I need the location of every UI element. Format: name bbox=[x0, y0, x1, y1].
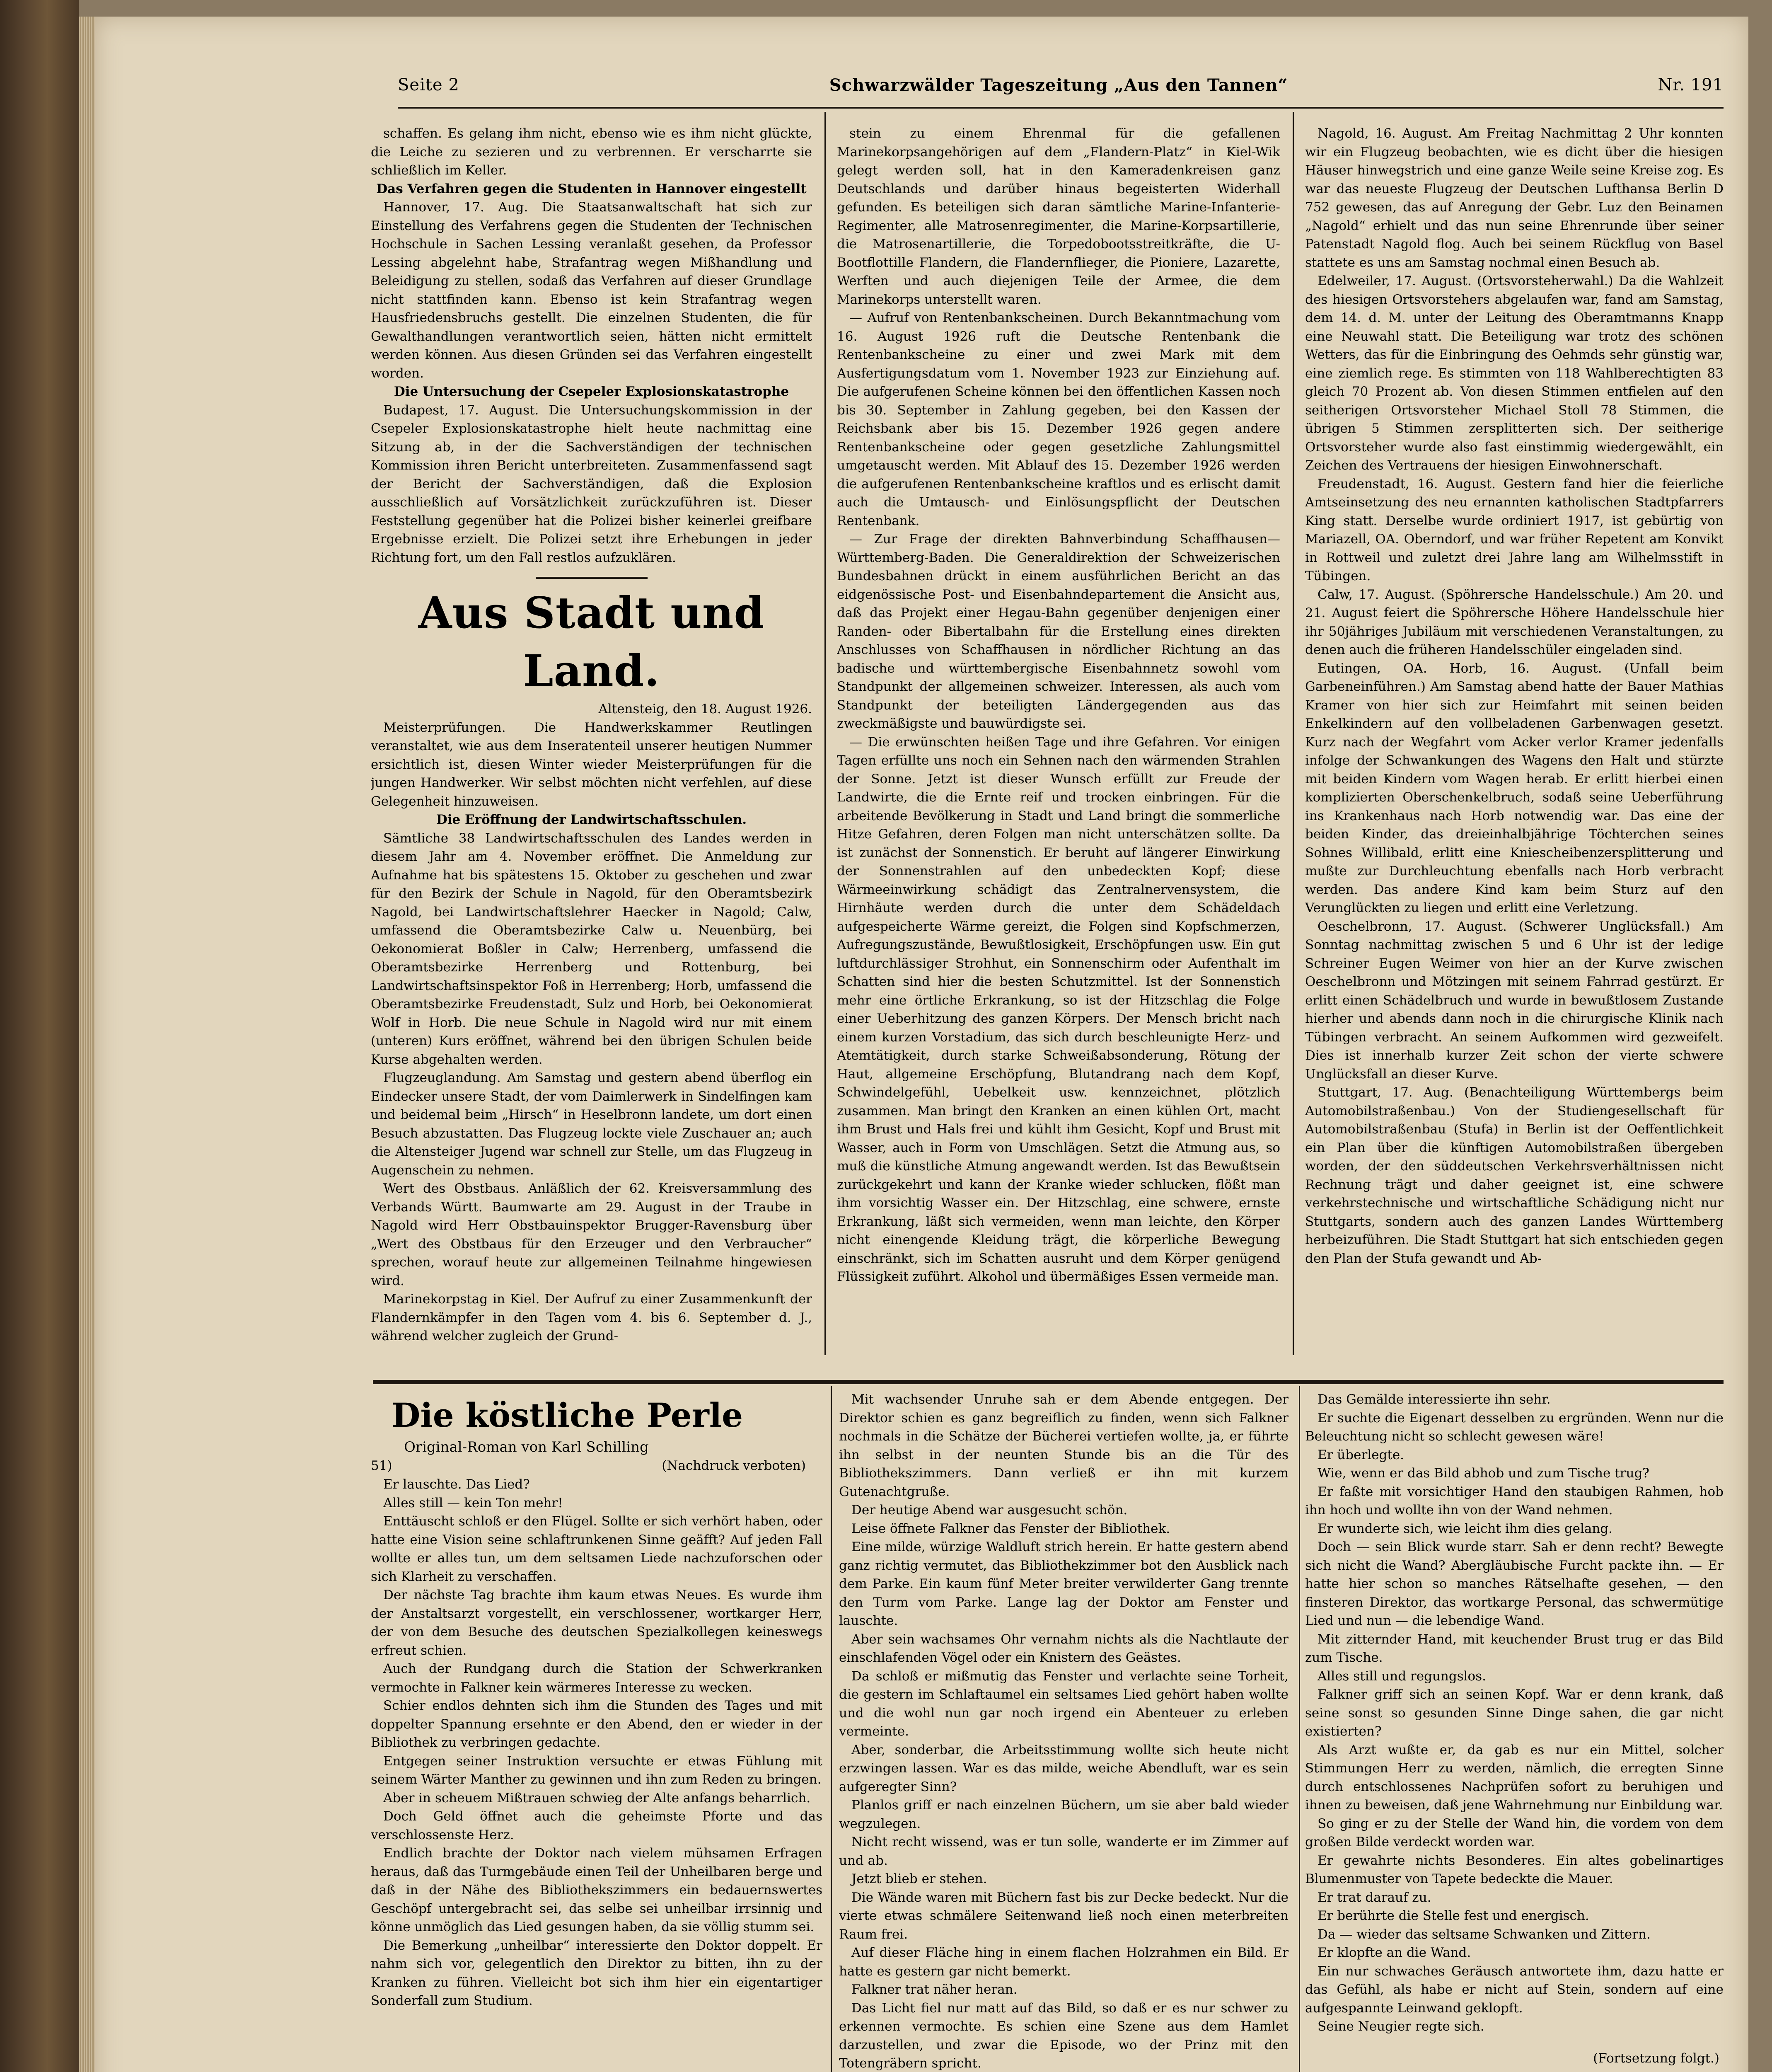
paragraph: Falkner griff sich an seinen Kopf. War er denn krank, daß seine sonst so gesunden Sinne Dinge sahen, die gar nicht existierten? bbox=[1305, 1687, 1724, 1739]
paragraph: Wie, wenn er das Bild abhob und zum Tische trug? bbox=[1318, 1466, 1649, 1481]
paragraph: Doch — sein Blick wurde starr. Sah er denn recht? Bewegte sich nicht die Wand? Abergläubische Furcht packte ihn. — Er hatte hier schon so manches Rätselhafte gesehen, — den finsteren Direktor, das wortkarge Personal, das schwermütige Lied und nun — die lebendige Wand. bbox=[1305, 1539, 1724, 1628]
paragraph: — Die erwünschten heißen Tage und ihre Gefahren. Vor einigen Tagen erfüllte uns noch ein Sehnen nach den wärmenden Strahlen der Sonne. Jetzt ist dieser Wunsch erfüllt zur Freude der Landwirte, die die Ernte reif und trocken einbringen. Für die arbeitende Bevölkerung in Stadt und Land bringt die sommerliche Hitze Gefahren, deren Folgen man nicht unterschätzen sollte. Da ist zunächst der Sonnenstich. Er beruht auf längerer Einwirkung der Sonnenstrahlen auf den unbedeckten Kopf; diese Wärmeeinwirkung schädigt das Zentralnervensystem, die Hirnhäute werden durch die unter dem Schädeldach aufgespeicherte Wärme gereizt, die Folgen sind Kopfschmerzen, Aufregungszustände, Bewußtlosigkeit, Erschöpfungen usw. Ein gut luftdurchlässiger Strohhut, ein Sonnenschirm oder Aufenthalt im Schatten sind hier die besten Schutzmittel. Ist der Sonnenstich mehr eine örtliche Erkrankung, so ist der Hitzschlag die Folge einer Ueberhitzung des ganzen Körpers. Der Mensch bricht nach einem kurzen Vorstadium, das sich durch beschleunigte Herz- und Atemtätigkeit, durch starke Schweißabsonderung, Rötung der Haut, allgemeine Erschöpfung, Blutandrang nach dem Kopf, Schwindelgefühl, Uebelkeit usw. kennzeichnet, plötzlich zusammen. Man bringt den Kranken an einen kühlen Ort, macht ihm Brust und Hals frei und kühlt ihm Gesicht, Kopf und Brust mit Wasser, auch in Form von Umschlägen. Setzt die Atmung aus, so muß die künstliche Atmung angewandt werden. Ist das Bewußtsein zurückgekehrt und kann der Kranke wieder schlucken, flößt man ihm vorsichtig Wasser ein. Der Hitzschlag, eine schwere, ernste Erkrankung, läßt sich vermeiden, wenn man leichte, den Körper nicht einengende Kleidung trägt, die körperliche Bewegung einschränkt, sich im Schatten ausruht und dem Körper genügend Flüssigkeit zuführt. Alkohol und übermäßiges Essen vermeide man. bbox=[837, 734, 1280, 1284]
paragraph: Alles still und regungslos. bbox=[1318, 1668, 1486, 1684]
paragraph: Falkner trat näher heran. bbox=[851, 1982, 1018, 1997]
paragraph: Doch Geld öffnet auch die geheimste Pforte und das verschlossenste Herz. bbox=[371, 1809, 822, 1842]
column-separator bbox=[831, 1386, 832, 2072]
section-heading: Aus Stadt und Land. bbox=[418, 587, 765, 696]
paragraph: Endlich brachte der Doktor nach vielem mühsamen Erfragen heraus, daß das Turmgebäude einen Teil der Unheilbaren berge und daß in der Nähe des Bibliothekszimmers ein bedauernswertes Geschöpf untergebracht sei, das selbe sei unheilbar irrsinnig und könne unmöglich das Lied gesungen haben, da sie völlig stumm sei. bbox=[371, 1846, 822, 1934]
novel-column-1 bbox=[371, 1475, 822, 2039]
paragraph: Da schloß er mißmutig das Fenster und verlachte seine Torheit, die gestern im Schlaftaumel ein seltsames Lied gehört haben wollte und die wohl nun gar noch irgend ein Abenteuer zu erleben vermeinte. bbox=[839, 1668, 1289, 1739]
header-rule bbox=[398, 107, 1724, 109]
paragraph: Jetzt blieb er stehen. bbox=[851, 1871, 987, 1886]
reprint-notice: (Nachdruck verboten) bbox=[662, 1458, 806, 1473]
paragraph: Marinekorpstag in Kiel. Der Aufruf zu einer Zusammenkunft der Flandernkämpfer in den Tagen vom 4. bis 6. September d. J., während welcher zugleich der Grund- bbox=[371, 1292, 812, 1343]
newspaper-title: Schwarzwälder Tageszeitung „Aus den Tannen“ bbox=[829, 75, 1288, 95]
paragraph: Der nächste Tag brachte ihm kaum etwas Neues. Es wurde ihm der Anstaltsarzt vorgestellt, ein verschlossener, wortkarger Herr, der von dem Besuche des deutschen Spezialkollegen keineswegs erfreut schien. bbox=[371, 1588, 822, 1658]
paragraph: Hannover, 17. Aug. Die Staatsanwaltschaft hat sich zur Einstellung des Verfahrens gegen die Studenten der Technischen Hochschule in Sachen Lessing veranlaßt gesehen, da Professor Lessing abgelehnt habe, Strafantrag wegen Mißhandlung und Beleidigung zu stellen, sodaß das Verfahren auf dieser Grundlage nicht stattfinden kann. Ebenso ist kein Strafantrag wegen Hausfriedensbruchs gestellt. Die einzelnen Studenten, die für Gewalthandlungen verantwortlich seien, hätten nicht ermittelt werden können. Aus diesen Gründen sei das Verfahren eingestellt worden. bbox=[371, 200, 812, 381]
paragraph: Die Bemerkung „unheilbar“ interessierte den Doktor doppelt. Er nahm sich vor, gelegentlich den Direktor zu bitten, ihn zu der Kranken zu führen. Vielleicht bot sich ihm hier ein eigentartiger Sonderfall zum Studium. bbox=[371, 1938, 822, 2008]
article-heading: Die Eröffnung der Landwirtschaftsschulen. bbox=[436, 812, 747, 827]
paragraph: Auf dieser Fläche hing in einem flachen Holzrahmen ein Bild. Er hatte es gestern gar nicht bemerkt. bbox=[839, 1945, 1289, 1979]
paragraph: stein zu einem Ehrenmal für die gefallenen Marinekorpsangehörigen auf dem „Flandern-Platz“ in Kiel-Wik gelegt werden soll, hat in den Kameradenkreisen ganz Deutschlands und darüber hinaus begeisterten Widerhall gefunden. Es beteiligen sich daran sämtliche Marine-Infanterie-Regimenter, alle Matrosenregimenter, die Marine-Korpsartillerie, die Matrosenartillerie, die Torpedobootsstreitkräfte, die U-Bootflottille Flandern, die Flandernflieger, die Pioniere, Lazarette, Werften und auch diejenigen Teile der Armee, die dem Marinekorps unterstellt waren. bbox=[837, 126, 1280, 307]
book-binding bbox=[0, 0, 79, 2072]
paragraph: Edelweiler, 17. August. (Ortsvorsteherwahl.) Da die Wahlzeit des hiesigen Ortsvorstehers abgelaufen war, fand am Samstag, dem 14. d. M. unter der Leitung des Oberamtmanns Knapp eine Neuwahl statt. Die Beteiligung war trotz des schönen Wetters, das für die Einbringung des Oehmds sehr günstig war, eine ziemlich rege. Es stimmten von 118 Wahlberechtigten 83 gleich 70 Prozent ab. Von diesen Stimmen entfielen auf den seitherigen Ortsvorsteher Michael Stoll 78 Stimmen, die übrigen 5 Stimmen zersplitterten sich. Der seitherige Ortsvorsteher wurde also fast einstimmig wiedergewählt, ein Zeichen des Vertrauens der hiesigen Einwohnerschaft. bbox=[1305, 274, 1724, 473]
paragraph: Das Licht fiel nur matt auf das Bild, so daß er es nur schwer zu erkennen vermochte. Es schien eine Szene aus dem Hamlet darzustellen, und zwar die Episode, wo der Prinz mit den Totengräbern spricht. bbox=[839, 2000, 1289, 2071]
paragraph: So ging er zu der Stelle der Wand hin, die vordem von dem großen Bilde verdeckt worden war. bbox=[1305, 1816, 1724, 1849]
paragraph: Das Gemälde interessierte ihn sehr. bbox=[1318, 1392, 1551, 1407]
paragraph: Eutingen, OA. Horb, 16. August. (Unfall beim Garbeneinführen.) Am Samstag abend hatte der Bauer Mathias Kramer von hier sich zur Heimfahrt mit seinen beiden Enkelkindern auf den vollbeladenen Garbenwagen gesetzt. Kurz nach der Wegfahrt vom Acker verlor Kramer jedenfalls infolge der Schwankungen des Wagens den Halt und stürzte mit beiden Kindern vom Wagen herab. Er erlitt hierbei einen komplizierten Oberschenkelbruch, sodaß seine Ueberführung ins Krankenhaus nach Horb notwendig war. Das eine der beiden Kinder, das dreieinhalbjährige Töchterchen seines Sohnes Willibald, erlitt eine Kniescheibenzersplitterung und mußte zur Durchleuchtung ebenfalls nach Horb verbracht werden. Das andere Kind kam beim Sturz auf den Verunglückten zu liegen und erlitt eine Verletzung. bbox=[1305, 661, 1724, 915]
article-heading: Die Untersuchung der Csepeler Explosionskatastrophe bbox=[394, 384, 789, 399]
paragraph: Calw, 17. August. (Spöhrersche Handelsschule.) Am 20. und 21. August feiert die Spöhrersche Höhere Handelsschule hier ihr 50jähriges Jubiläum mit verschiedenen Veranstaltungen, zu denen auch die früheren Handelsschüler eingeladen sind. bbox=[1305, 587, 1724, 657]
paragraph: Eine milde, würzige Waldluft strich herein. Er hatte gestern abend ganz richtig vermutet, das Bibliothekzimmer bot den Ausblick nach dem Parke. Ein kaum fünf Meter breiter verwilderter Gang trennte den Turm vom Parke. Lange lag der Doktor am Fenster und lauschte. bbox=[839, 1539, 1289, 1628]
episode-number: 51) bbox=[371, 1458, 392, 1473]
paragraph: Aber, sonderbar, die Arbeitsstimmung wollte sich heute nicht erzwingen lassen. War es das milde, weiche Abendluft, war es sein aufgeregter Sinn? bbox=[839, 1742, 1289, 1794]
paragraph: Er faßte mit vorsichtiger Hand den staubigen Rahmen, hob ihn hoch und wollte ihn von der Wand nehmen. bbox=[1305, 1484, 1724, 1518]
paragraph: Alles still — kein Ton mehr! bbox=[383, 1495, 563, 1510]
page-number: Seite 2 bbox=[398, 75, 459, 94]
paragraph: Schier endlos dehnten sich ihm die Stunden des Tages und mit doppelter Spannung ersehnte er den Abend, den er wieder in der Bibliothek zu verbringen gedachte. bbox=[371, 1698, 822, 1750]
novel-column-2 bbox=[839, 1390, 1289, 2072]
paragraph: Sämtliche 38 Landwirtschaftsschulen des Landes werden in diesem Jahr am 4. November eröffnet. Die Anmeldung zur Aufnahme hat bis spätestens 15. Oktober zu geschehen und zwar für den Bezirk der Schule in Nagold, für den Oberamtsbezirk Nagold, bei Landwirtschaftslehrer Haecker in Nagold; Calw, umfassend die Oberamtsbezirke Calw u. Neuenbürg, bei Oekonomierat Boßler in Calw; Herrenberg, umfassend die Oberamtsbezirke Herrenberg und Rottenburg, bei Landwirtschaftsinspektor Foß in Herrenberg; Horb, umfassend die Oberamtsbezirke Freudenstadt, Sulz und Horb, bei Oekonomierat Wolf in Horb. Die neue Schule in Nagold wird nur mit einem (unteren) Kurs eröffnet, während bei den übrigen Schulen beide Kurse abgehalten werden. bbox=[371, 830, 812, 1067]
continued-label: (Fortsetzung folgt.) bbox=[1593, 2051, 1719, 2066]
paragraph: Er suchte die Eigenart desselben zu ergründen. Wenn nur die Beleuchtung nicht so schlecht gewesen wäre! bbox=[1305, 1410, 1724, 1444]
page-stack-edge bbox=[79, 17, 95, 2072]
paragraph: Er trat darauf zu. bbox=[1318, 1890, 1431, 1905]
paragraph: Da — wieder das seltsame Schwanken und Zittern. bbox=[1318, 1927, 1651, 1942]
column-separator bbox=[824, 112, 826, 1355]
paragraph: Als Arzt wußte er, da gab es nur ein Mittel, solcher Stimmungen Herr zu werden, nämlich, die erregten Sinne durch entschlossenes Nachprüfen sofort zu beruhigen und ihnen zu beweisen, daß jene Wahrnehmung nur Einbildung war. bbox=[1305, 1742, 1724, 1813]
continuation-note bbox=[1305, 2049, 1719, 2070]
paragraph: — Zur Frage der direkten Bahnverbindung Schaffhausen—Württemberg-Baden. Die Generaldirektion der Schweizerischen Bundesbahnen drückt in einem ausführlichen Bericht an das eidgenössische Post- und Eisenbahndepartement die Ansicht aus, daß das Projekt einer Hegau-Bahn gegenüber denjenigen einer Randen- oder Bibertalbahn für die Erstellung eines direkten Anschlusses von Schaffhausen in nördlicher Richtung an das badische und württembergische Eisenbahnnetz sowohl vom Standpunkt der allgemeinen schweizer. Interessen, als auch vom Standpunkt der beteiligten Ländergegenden aus das zweckmäßigste und bauwürdigste sei. bbox=[837, 532, 1280, 731]
paragraph: Seine Neugier regte sich. bbox=[1318, 2019, 1484, 2034]
column-separator bbox=[1299, 1386, 1300, 2072]
feuilleton-rule bbox=[373, 1380, 1724, 1384]
paragraph: Der heutige Abend war ausgesucht schön. bbox=[851, 1503, 1128, 1518]
paragraph: Freudenstadt, 16. August. Gestern fand hier die feierliche Amtseinsetzung des neu ernannten katholischen Stadtpfarrers King statt. Derselbe wurde ordiniert 1917, ist gebürtig von Mariazell, OA. Oberndorf, und war früher Repetent am Konvikt in Rottweil und zuletzt drei Jahre lang am Wilhelmsstift in Tübingen. bbox=[1305, 476, 1724, 583]
paragraph: Meisterprüfungen. Die Handwerkskammer Reutlingen veranstaltet, wie aus dem Inseratenteil unserer heutigen Nummer ersichtlich ist, diesen Winter wieder Meisterprüfungen für die jungen Handwerker. Wir selbst möchten nicht verfehlen, auf diese Gelegenheit hinzuweisen. bbox=[371, 720, 812, 809]
paragraph: Budapest, 17. August. Die Untersuchungskommission in der Csepeler Explosionskatastrophe hielt heute nachmittag eine Sitzung ab, in der die Sachverständigen der technischen Kommission ihren Bericht unterbreiteten. Zusammenfassend sagt der Bericht der Sachverständigen, daß die Explosion ausschließlich auf Vorsätzlichkeit zurückzuführen ist. Dieser Feststellung gegenüber hat die Polizei bisher keinerlei greifbare Ergebnisse erzielt. Die Polizei setzt ihre Erhebungen in jeder Richtung fort, um den Fall restlos aufzuklären. bbox=[371, 402, 812, 565]
paragraph: Aber sein wachsames Ohr vernahm nichts als die Nachtlaute der einschlafenden Vögel oder ein Knistern des Geästes. bbox=[839, 1631, 1289, 1665]
paragraph: Oeschelbronn, 17. August. (Schwerer Unglücksfall.) Am Sonntag nachmittag zwischen 5 und 6 Uhr ist der ledige Schreiner Eugen Weimer von hier an der Kurve zwischen Oeschelbronn und Mötzingen mit seinem Fahrrad gestürzt. Er erlitt einen Schädelbruch und wurde in bewußtlosem Zustande hierher und abends dann noch in die chirurgische Klinik nach Tübingen verbracht. An seinem Aufkommen wird gezweifelt. Dies ist innerhalb kurzer Zeit schon der vierte schwere Unglücksfall an dieser Kurve. bbox=[1305, 919, 1724, 1082]
paragraph: Entgegen seiner Instruktion versuchte er etwas Fühlung mit seinem Wärter Manther zu gewinnen und ihn zum Reden zu bringen. bbox=[371, 1753, 822, 1787]
paragraph: Auch der Rundgang durch die Station der Schwerkranken vermochte in Falkner kein wärmeres Interesse zu wecken. bbox=[371, 1661, 822, 1695]
paragraph: Nagold, 16. August. Am Freitag Nachmittag 2 Uhr konnten wir ein Flugzeug beobachten, wie es dicht über die hiesigen Häuser hinwegstrich und eine ganze Weile seine Kreise zog. Es war das neueste Flugzeug der Deutschen Lufthansa Berlin D 752 gewesen, das auf Anregung der Gebr. Luz den Beinamen „Nagold“ erhielt und das nun seine Ehrenrunde über seiner Patenstadt Nagold flog. Auch bei seinem Rückflug von Basel stattete es uns am Samstag nochmal einen Besuch ab. bbox=[1305, 126, 1724, 270]
paragraph: Er wunderte sich, wie leicht ihm dies gelang. bbox=[1318, 1521, 1613, 1536]
section-rule bbox=[536, 577, 648, 579]
paragraph: Nicht recht wissend, was er tun solle, wanderte er im Zimmer auf und ab. bbox=[839, 1835, 1289, 1868]
novel-author: Original-Roman von Karl Schilling bbox=[404, 1439, 649, 1455]
column-2 bbox=[837, 124, 1280, 1368]
article-heading: Das Verfahren gegen die Studenten in Hannover eingestellt bbox=[376, 181, 807, 196]
paragraph: Mit wachsender Unruhe sah er dem Abende entgegen. Der Direktor schien es ganz begreiflich zu finden, wenn sich Falkner nochmals in die Schätze der Bücherei vertiefen wollte, ja, er führte ihn selbst in der neunten Stunde bis an die Tür des Bibliothekszimmers. Dann verließ er ihn mit kurzem Gutenachtgruße. bbox=[839, 1392, 1289, 1499]
paragraph: Wert des Obstbaus. Anläßlich der 62. Kreisversammlung des Verbands Württ. Baumwarte am 29. August in der Traube in Nagold wird Herr Obstbauinspektor Brugger-Ravensburg über „Wert des Obstbaus für den Erzeuger und den Verbraucher“ sprechen, worauf heute zur allgemeinen Teilnahme hingewiesen wird. bbox=[371, 1181, 812, 1288]
column-1 bbox=[371, 124, 812, 1368]
novel-title: Die köstliche Perle bbox=[392, 1396, 743, 1435]
paragraph: Planlos griff er nach einzelnen Büchern, um sie aber bald wieder wegzulegen. bbox=[839, 1798, 1289, 1831]
paragraph: Er berührte die Stelle fest und energisch. bbox=[1318, 1908, 1589, 1923]
paragraph: Er lauschte. Das Lied? bbox=[383, 1477, 530, 1492]
dateline: Altensteig, den 18. August 1926. bbox=[598, 702, 812, 716]
paragraph: Aber in scheuem Mißtrauen schwieg der Alte anfangs beharrlich. bbox=[383, 1790, 811, 1806]
novel-column-3 bbox=[1305, 1390, 1724, 2072]
paragraph: Leise öffnete Falkner das Fenster der Bibliothek. bbox=[851, 1521, 1170, 1536]
paragraph: Mit zitternder Hand, mit keuchender Brust trug er das Bild zum Tische. bbox=[1305, 1631, 1724, 1665]
column-separator bbox=[1293, 112, 1294, 1355]
column-3 bbox=[1305, 124, 1724, 1368]
paragraph: Er überlegte. bbox=[1318, 1447, 1405, 1462]
paragraph: — Aufruf von Rentenbankscheinen. Durch Bekanntmachung vom 16. August 1926 ruft die Deutsche Rentenbank die Rentenbankscheine zu einer und zwei Mark mit dem Ausfertigungsdatum vom 1. November 1923 zur Einziehung auf. Die aufgerufenen Scheine können bei den öffentlichen Kassen noch bis 30. September in Zahlung gegeben, bei den Kassen der Reichsbank aber bis 15. Dezember 1926 gegen andere Rentenbankscheine oder gegen gesetzliche Zahlungsmittel umgetauscht werden. Mit Ablauf des 15. Dezember 1926 werden die aufgerufenen Rentenbankscheine kraftlos und es erlischt damit auch die Umtausch- und Einlösungspflicht der Deutschen Rentenbank. bbox=[837, 310, 1280, 528]
paragraph: Er gewahrte nichts Besonderes. Ein altes gobelinartiges Blumenmuster von Tapete bedeckte die Mauer. bbox=[1305, 1853, 1724, 1886]
paragraph: Enttäuscht schloß er den Flügel. Sollte er sich verhört haben, oder hatte eine Vision seine schlaftrunkenen Sinne geäfft? Auf jeden Fall wollte er alles tun, um dem seltsamen Liede nachzuforschen oder sich Klarheit zu verschaffen. bbox=[371, 1514, 822, 1584]
issue-number: Nr. 191 bbox=[1658, 75, 1724, 94]
paragraph: Er klopfte an die Wand. bbox=[1318, 1945, 1471, 1960]
page-header bbox=[398, 68, 1724, 102]
paragraph: Die Wände waren mit Büchern fast bis zur Decke bedeckt. Nur die vierte etwas schmälere Seitenwand ließ noch einen meterbreiten Raum frei. bbox=[839, 1890, 1289, 1942]
paragraph: Stuttgart, 17. Aug. (Benachteiligung Württembergs beim Automobilstraßenbau.) Von der Studiengesellschaft für Automobilstraßenbau (Stufa) in Berlin ist der Oeffentlichkeit ein Plan über die künftigen Automobilstraßen übergeben worden, der den süddeutschen Verkehrsverhältnissen nicht Rechnung trägt und daher geeignet ist, eine schwere verkehrstechnische und wirtschaftliche Schädigung nicht nur Stuttgarts, sondern auch des ganzen Landes Württemberg herbeizuführen. Die Stadt Stuttgart hat sich entschieden gegen den Plan der Stufa gewandt und Ab- bbox=[1305, 1085, 1724, 1266]
paragraph: schaffen. Es gelang ihm nicht, ebenso wie es ihm nicht glückte, die Leiche zu sezieren und zu verbrennen. Er verscharrte sie schließlich im Keller. bbox=[371, 126, 812, 178]
paragraph: Flugzeuglandung. Am Samstag und gestern abend überflog ein Eindecker unsere Stadt, der vom Daimlerwerk in Sindelfingen kam und beidemal beim „Hirsch“ in Heselbronn landete, um dort einen Besuch abzustatten. Das Flugzeug lockte viele Zuschauer an; auch die Altensteiger Jugend war schnell zur Stelle, um das Flugzeug in Augenschein zu nehmen. bbox=[371, 1070, 812, 1178]
paragraph: Ein nur schwaches Geräusch antwortete ihm, dazu hatte er das Gefühl, als habe er nicht auf Stein, sondern auf eine aufgespannte Leinwand geklopft. bbox=[1305, 1963, 1724, 2016]
